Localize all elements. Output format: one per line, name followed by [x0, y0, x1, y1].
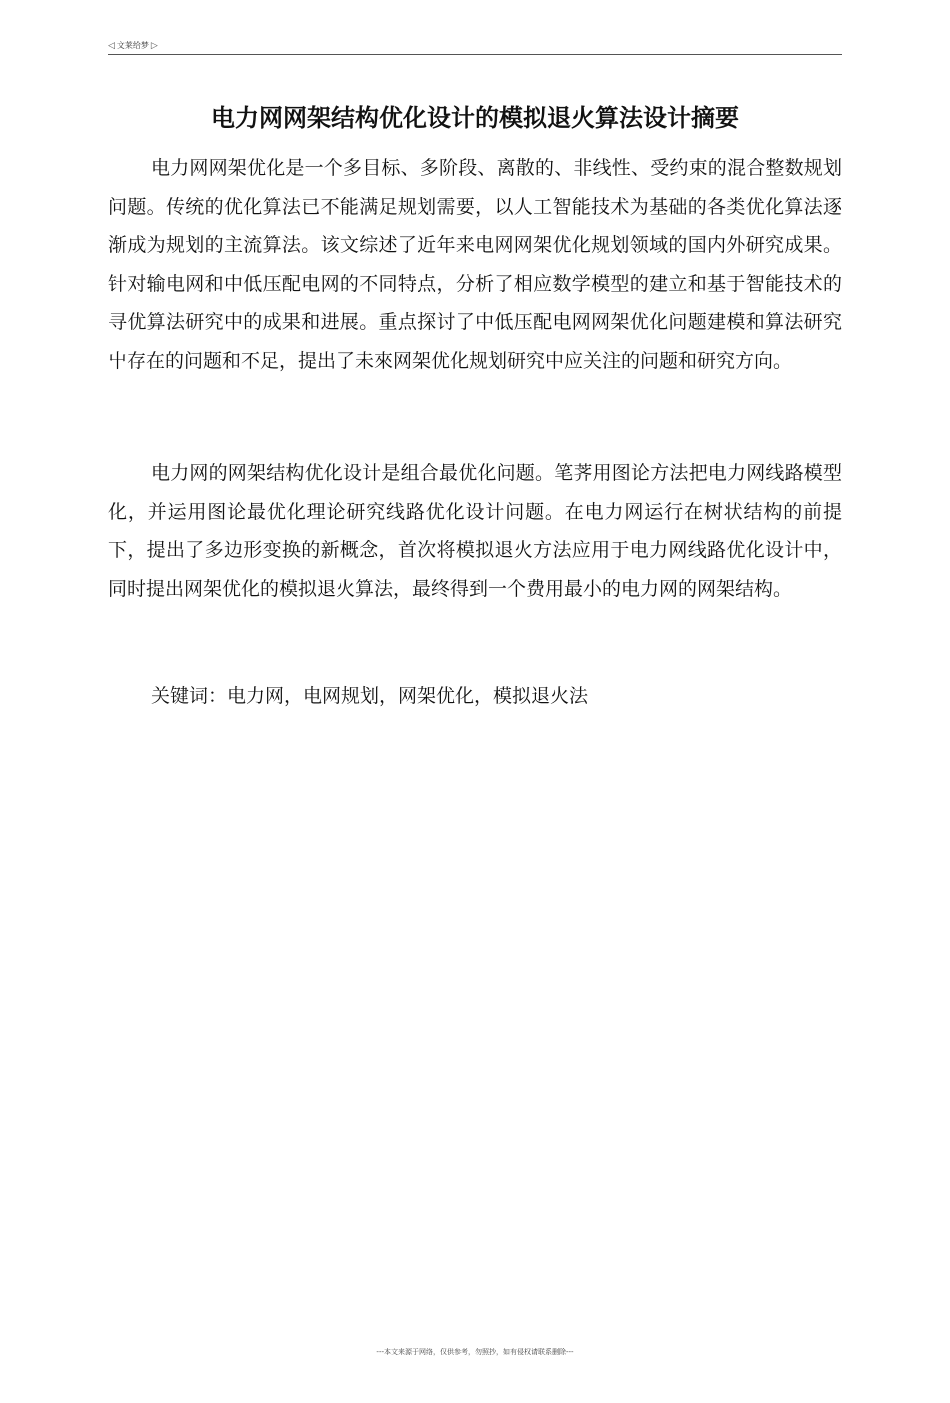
abstract-paragraph-1: 电力网网架优化是一个多目标、多阶段、离散的、非线性、受约束的混合整数规划问题。传统的优化算法已不能满足规划需要，以人工智能技术为基础的各类优化算法逐渐成为规划的主流算法。该文综述了近年来电网网架优化规划领域的国内外研究成果。针对输电网和中低压配电网的不同特点，分析了相应数学模型的建立和基于智能技术的寻优算法研究中的成果和进展。重点探讨了中低压配电网网架优化问题建模和算法研究屮存在的问题和不足，提出了未來网架优化规划研究中应关注的问题和研究方向。: [108, 157, 842, 372]
abstract-paragraph-2: 电力网的网架结构优化设计是组合最优化问题。笔荠用图论方法把电力网线路模型化，并运用图论最优化理论研究线路优化设计问题。在电力网运行在树状结构的前提下，提出了多边形变换的新概念，首次将模拟退火方法应用于电力网线路优化设计中，同时提出网架优化的模拟退火算法，最终得到一个费用最小的电力网的网架结构。: [108, 462, 842, 600]
page-header: [108, 40, 842, 55]
left-triangle-icon: ◁: [108, 41, 115, 51]
keywords-line: 关键词：电力网，电网规划，网架优化，模拟退火法: [151, 685, 589, 707]
page-footer: ---本文来源于网络，仅供参考，勿照抄，如有侵权请联系删除---: [376, 1348, 574, 1356]
document-title: 电力网网架结构优化设计的模拟退火算法设计摘要: [211, 104, 739, 132]
right-triangle-icon: ▷: [150, 41, 158, 51]
header-text: 文莱给梦: [116, 41, 149, 50]
header-label: [108, 40, 158, 52]
